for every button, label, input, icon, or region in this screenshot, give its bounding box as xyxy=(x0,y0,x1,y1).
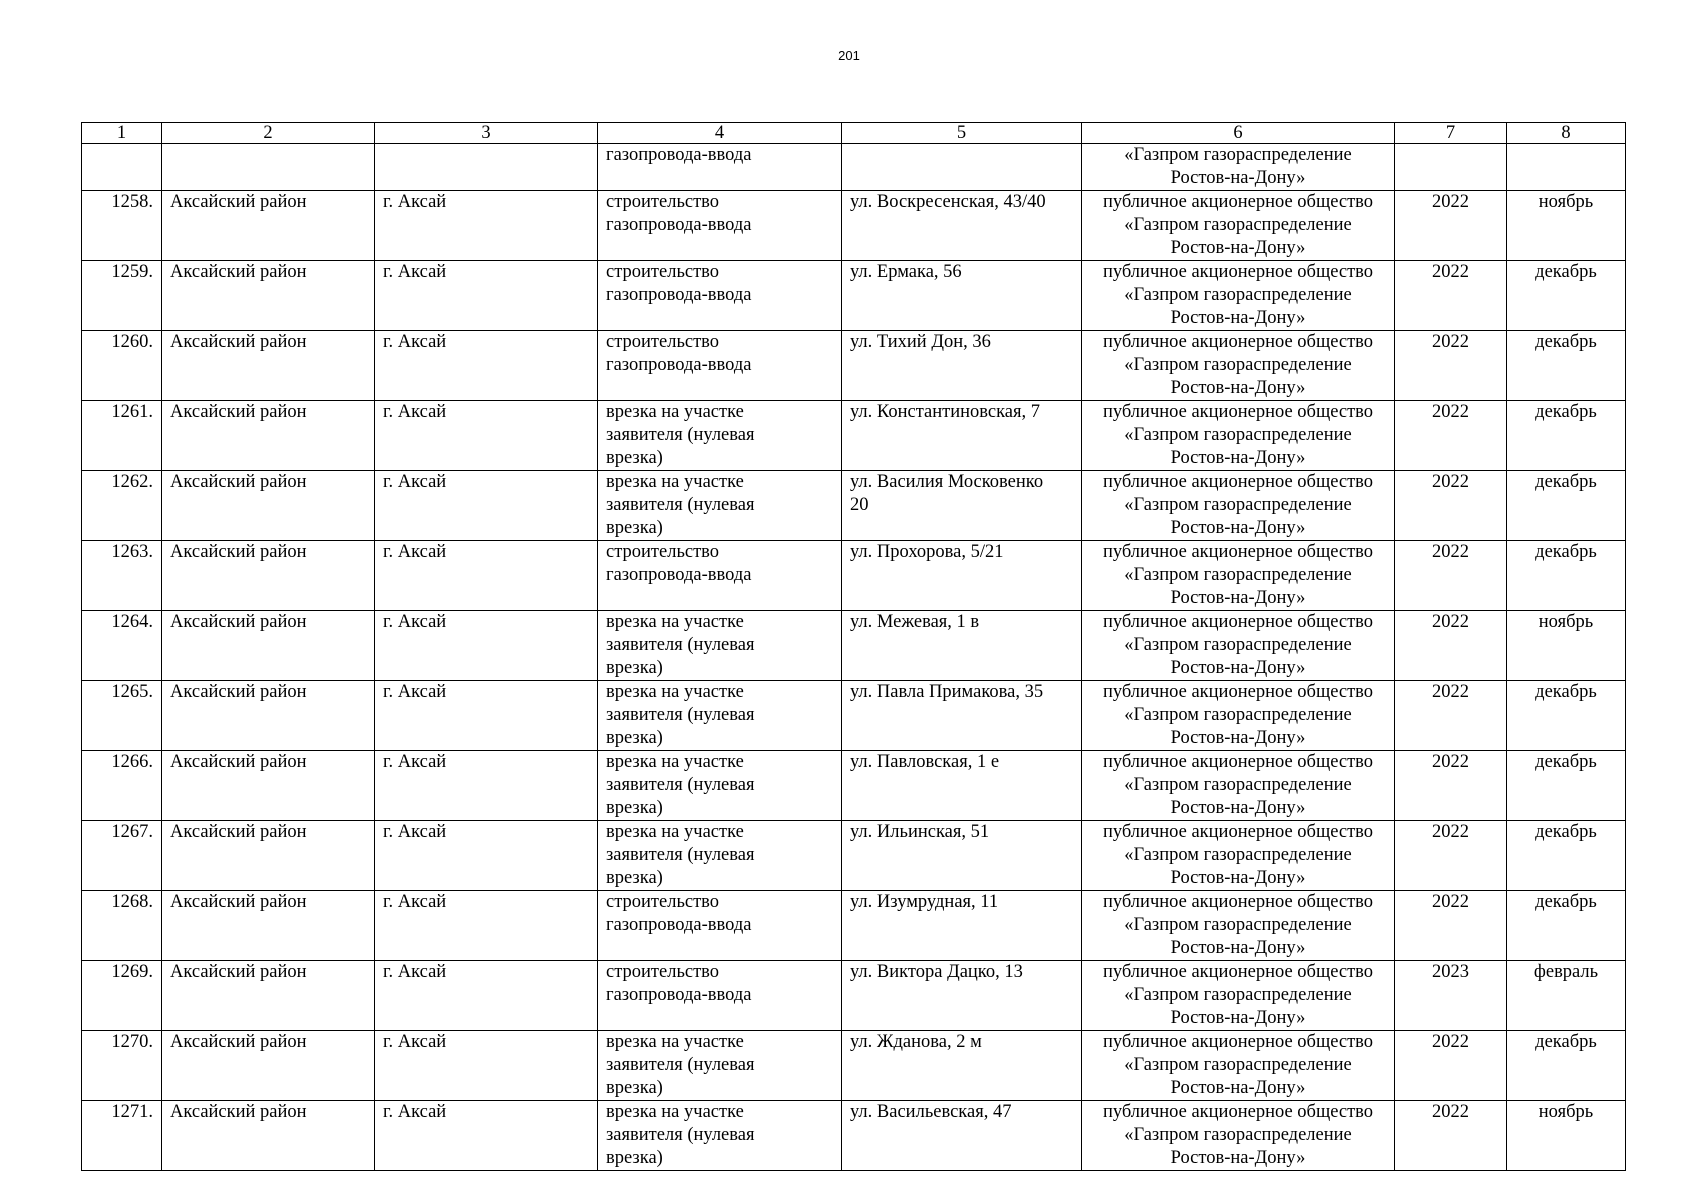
organization-cell xyxy=(1082,331,1395,401)
organization-line: «Газпром газораспределение xyxy=(1124,425,1352,445)
month-cell: декабрь xyxy=(1507,471,1626,541)
row-number: 1265. xyxy=(82,681,162,751)
organization-line: Ростов-на-Дону» xyxy=(1170,448,1306,468)
year-cell: 2022 xyxy=(1395,191,1507,261)
work-type-line: заявителя (нулевая xyxy=(606,495,755,515)
page-number: 201 xyxy=(838,48,860,63)
address-line: ул. Константиновская, 7 xyxy=(850,402,1041,422)
row-number: 1260. xyxy=(82,331,162,401)
district-cell: Аксайский район xyxy=(162,961,375,1031)
address-line: ул. Прохорова, 5/21 xyxy=(850,542,1004,562)
work-type-line: врезка) xyxy=(606,798,663,818)
organization-cell xyxy=(1082,261,1395,331)
organization-cell xyxy=(1082,1101,1395,1171)
work-type-line: врезка на участке xyxy=(606,822,744,842)
organization-line: Ростов-на-Дону» xyxy=(1170,658,1306,678)
year-cell: 2022 xyxy=(1395,1101,1507,1171)
column-header: 1 xyxy=(82,123,162,144)
year-cell: 2022 xyxy=(1395,331,1507,401)
work-type-line: строительство xyxy=(606,262,720,282)
organization-line: «Газпром газораспределение xyxy=(1124,635,1352,655)
work-type-cell xyxy=(598,681,842,751)
work-type-line: газопровода-ввода xyxy=(606,915,752,935)
address-cell xyxy=(842,191,1082,261)
work-type-line: газопровода-ввода xyxy=(606,215,752,235)
district-cell: Аксайский район xyxy=(162,541,375,611)
work-type-cell xyxy=(598,611,842,681)
row-number: 1268. xyxy=(82,891,162,961)
month-cell: ноябрь xyxy=(1507,1101,1626,1171)
work-type-line: строительство xyxy=(606,542,720,562)
organization-line: «Газпром газораспределение xyxy=(1124,355,1352,375)
organization-cell xyxy=(1082,681,1395,751)
address-cell xyxy=(842,144,1082,191)
work-type-line: заявителя (нулевая xyxy=(606,1055,755,1075)
month-cell: декабрь xyxy=(1507,261,1626,331)
locality-cell: г. Аксай xyxy=(375,191,598,261)
organization-line: публичное акционерное общество xyxy=(1102,1032,1374,1052)
organization-line: Ростов-на-Дону» xyxy=(1170,1008,1306,1028)
column-header: 6 xyxy=(1082,123,1395,144)
year-cell: 2022 xyxy=(1395,611,1507,681)
month-cell: декабрь xyxy=(1507,891,1626,961)
locality-cell: г. Аксай xyxy=(375,681,598,751)
month-cell: декабрь xyxy=(1507,541,1626,611)
year-cell xyxy=(1395,144,1507,191)
year-cell: 2022 xyxy=(1395,261,1507,331)
district-cell: Аксайский район xyxy=(162,1101,375,1171)
work-type-line: заявителя (нулевая xyxy=(606,775,755,795)
work-type-line: врезка) xyxy=(606,1148,663,1168)
work-type-line: врезка на участке xyxy=(606,682,744,702)
locality-cell: г. Аксай xyxy=(375,331,598,401)
organization-line: Ростов-на-Дону» xyxy=(1170,798,1306,818)
district-cell: Аксайский район xyxy=(162,261,375,331)
locality-cell: г. Аксай xyxy=(375,261,598,331)
address-line: ул. Жданова, 2 м xyxy=(850,1032,982,1052)
work-type-line: газопровода-ввода xyxy=(606,145,752,165)
address-cell xyxy=(842,821,1082,891)
organization-line: «Газпром газораспределение xyxy=(1124,775,1352,795)
work-type-line: врезка на участке xyxy=(606,1102,744,1122)
locality-cell: г. Аксай xyxy=(375,821,598,891)
organization-line: «Газпром газораспределение xyxy=(1124,565,1352,585)
locality-cell: г. Аксай xyxy=(375,751,598,821)
work-type-cell xyxy=(598,541,842,611)
locality-cell: г. Аксай xyxy=(375,541,598,611)
year-cell: 2022 xyxy=(1395,401,1507,471)
row-number: 1259. xyxy=(82,261,162,331)
work-type-line: строительство xyxy=(606,962,720,982)
month-cell: декабрь xyxy=(1507,751,1626,821)
organization-line: Ростов-на-Дону» xyxy=(1170,378,1306,398)
organization-line: публичное акционерное общество xyxy=(1102,752,1374,772)
year-cell: 2022 xyxy=(1395,681,1507,751)
table-row xyxy=(82,681,1626,751)
column-header: 2 xyxy=(162,123,375,144)
locality-cell xyxy=(375,144,598,191)
organization-cell xyxy=(1082,1031,1395,1101)
column-header: 3 xyxy=(375,123,598,144)
organization-line: Ростов-на-Дону» xyxy=(1170,938,1306,958)
year-cell: 2022 xyxy=(1395,541,1507,611)
table-row xyxy=(82,191,1626,261)
address-line: 20 xyxy=(850,495,869,515)
district-cell: Аксайский район xyxy=(162,471,375,541)
organization-line: «Газпром газораспределение xyxy=(1124,215,1352,235)
organization-line: Ростов-на-Дону» xyxy=(1170,588,1306,608)
organization-line: публичное акционерное общество xyxy=(1102,262,1374,282)
organization-line: публичное акционерное общество xyxy=(1102,542,1374,562)
work-type-line: газопровода-ввода xyxy=(606,285,752,305)
address-cell xyxy=(842,541,1082,611)
address-cell xyxy=(842,681,1082,751)
organization-line: публичное акционерное общество xyxy=(1102,472,1374,492)
column-header: 5 xyxy=(842,123,1082,144)
organization-cell xyxy=(1082,611,1395,681)
work-type-line: врезка на участке xyxy=(606,402,744,422)
table-row xyxy=(82,821,1626,891)
organization-line: «Газпром газораспределение xyxy=(1124,705,1352,725)
organization-line: «Газпром газораспределение xyxy=(1124,845,1352,865)
work-type-line: газопровода-ввода xyxy=(606,565,752,585)
organization-line: публичное акционерное общество xyxy=(1102,822,1374,842)
row-number: 1270. xyxy=(82,1031,162,1101)
organization-line: Ростов-на-Дону» xyxy=(1170,238,1306,258)
address-cell xyxy=(842,1031,1082,1101)
table-row xyxy=(82,891,1626,961)
table-row xyxy=(82,401,1626,471)
locality-cell: г. Аксай xyxy=(375,611,598,681)
row-number: 1264. xyxy=(82,611,162,681)
work-type-cell xyxy=(598,821,842,891)
organization-line: Ростов-на-Дону» xyxy=(1170,868,1306,888)
address-cell xyxy=(842,331,1082,401)
organization-cell xyxy=(1082,751,1395,821)
work-type-cell xyxy=(598,471,842,541)
district-cell xyxy=(162,144,375,191)
organization-cell xyxy=(1082,144,1395,191)
address-cell xyxy=(842,961,1082,1031)
organization-cell xyxy=(1082,891,1395,961)
organization-cell xyxy=(1082,541,1395,611)
work-type-cell xyxy=(598,401,842,471)
work-type-line: врезка на участке xyxy=(606,1032,744,1052)
locality-cell: г. Аксай xyxy=(375,401,598,471)
year-cell: 2023 xyxy=(1395,961,1507,1031)
month-cell: декабрь xyxy=(1507,331,1626,401)
work-type-line: газопровода-ввода xyxy=(606,355,752,375)
work-type-cell xyxy=(598,961,842,1031)
organization-line: «Газпром газораспределение xyxy=(1124,285,1352,305)
row-number: 1267. xyxy=(82,821,162,891)
work-type-line: заявителя (нулевая xyxy=(606,705,755,725)
organization-line: Ростов-на-Дону» xyxy=(1170,518,1306,538)
locality-cell: г. Аксай xyxy=(375,891,598,961)
work-type-cell xyxy=(598,1031,842,1101)
work-type-cell xyxy=(598,144,842,191)
organization-line: публичное акционерное общество xyxy=(1102,892,1374,912)
work-type-cell xyxy=(598,191,842,261)
work-type-line: врезка) xyxy=(606,448,663,468)
row-number: 1258. xyxy=(82,191,162,261)
organization-line: публичное акционерное общество xyxy=(1102,192,1374,212)
address-cell xyxy=(842,611,1082,681)
work-type-line: строительство xyxy=(606,892,720,912)
table-row xyxy=(82,261,1626,331)
organization-line: публичное акционерное общество xyxy=(1102,682,1374,702)
table-row xyxy=(82,1101,1626,1171)
work-type-cell xyxy=(598,261,842,331)
organization-cell xyxy=(1082,471,1395,541)
year-cell: 2022 xyxy=(1395,1031,1507,1101)
address-line: ул. Павловская, 1 е xyxy=(850,752,1000,772)
address-line: ул. Виктора Дацко, 13 xyxy=(850,962,1023,982)
locality-cell: г. Аксай xyxy=(375,961,598,1031)
organization-line: Ростов-на-Дону» xyxy=(1170,728,1306,748)
work-type-line: заявителя (нулевая xyxy=(606,845,755,865)
address-line: ул. Межевая, 1 в xyxy=(850,612,980,632)
address-line: ул. Василия Московенко xyxy=(850,472,1044,492)
organization-cell xyxy=(1082,821,1395,891)
district-cell: Аксайский район xyxy=(162,1031,375,1101)
work-type-line: газопровода-ввода xyxy=(606,985,752,1005)
work-type-cell xyxy=(598,1101,842,1171)
work-type-cell xyxy=(598,751,842,821)
column-number-header xyxy=(82,123,1626,144)
locality-cell: г. Аксай xyxy=(375,1101,598,1171)
district-cell: Аксайский район xyxy=(162,751,375,821)
table-row xyxy=(82,331,1626,401)
month-cell: декабрь xyxy=(1507,1031,1626,1101)
month-cell: ноябрь xyxy=(1507,611,1626,681)
month-cell: декабрь xyxy=(1507,401,1626,471)
address-cell xyxy=(842,1101,1082,1171)
column-header: 4 xyxy=(598,123,842,144)
organization-line: «Газпром газораспределение xyxy=(1124,1055,1352,1075)
table-body xyxy=(82,144,1626,1171)
work-type-cell xyxy=(598,331,842,401)
organization-line: публичное акционерное общество xyxy=(1102,402,1374,422)
work-type-line: врезка на участке xyxy=(606,612,744,632)
district-cell: Аксайский район xyxy=(162,611,375,681)
work-type-line: врезка) xyxy=(606,728,663,748)
address-cell xyxy=(842,751,1082,821)
work-type-line: врезка) xyxy=(606,658,663,678)
locality-cell: г. Аксай xyxy=(375,1031,598,1101)
organization-line: Ростов-на-Дону» xyxy=(1170,1078,1306,1098)
table-row xyxy=(82,471,1626,541)
continuation-row xyxy=(82,144,1626,191)
organization-line: «Газпром газораспределение xyxy=(1124,145,1352,165)
address-line: ул. Ермака, 56 xyxy=(850,262,962,282)
year-cell: 2022 xyxy=(1395,891,1507,961)
table-row xyxy=(82,611,1626,681)
work-type-line: врезка на участке xyxy=(606,472,744,492)
address-line: ул. Павла Примакова, 35 xyxy=(850,682,1044,702)
organization-line: публичное акционерное общество xyxy=(1102,332,1374,352)
organization-line: публичное акционерное общество xyxy=(1102,962,1374,982)
work-type-line: строительство xyxy=(606,332,720,352)
row-number: 1271. xyxy=(82,1101,162,1171)
row-number: 1262. xyxy=(82,471,162,541)
month-cell: декабрь xyxy=(1507,681,1626,751)
address-line: ул. Васильевская, 47 xyxy=(850,1102,1012,1122)
organization-line: «Газпром газораспределение xyxy=(1124,985,1352,1005)
address-cell xyxy=(842,261,1082,331)
district-cell: Аксайский район xyxy=(162,821,375,891)
organization-line: «Газпром газораспределение xyxy=(1124,1125,1352,1145)
district-cell: Аксайский район xyxy=(162,191,375,261)
month-cell: декабрь xyxy=(1507,821,1626,891)
gas-works-table xyxy=(81,122,1626,1171)
work-type-cell xyxy=(598,891,842,961)
table-row xyxy=(82,751,1626,821)
organization-line: «Газпром газораспределение xyxy=(1124,915,1352,935)
year-cell: 2022 xyxy=(1395,821,1507,891)
organization-cell xyxy=(1082,961,1395,1031)
district-cell: Аксайский район xyxy=(162,331,375,401)
organization-line: Ростов-на-Дону» xyxy=(1170,308,1306,328)
year-cell: 2022 xyxy=(1395,751,1507,821)
organization-line: Ростов-на-Дону» xyxy=(1170,1148,1306,1168)
organization-line: публичное акционерное общество xyxy=(1102,612,1374,632)
organization-line: Ростов-на-Дону» xyxy=(1170,168,1306,188)
organization-line: «Газпром газораспределение xyxy=(1124,495,1352,515)
work-type-line: строительство xyxy=(606,192,720,212)
month-cell xyxy=(1507,144,1626,191)
row-number: 1263. xyxy=(82,541,162,611)
column-header: 8 xyxy=(1507,123,1626,144)
district-cell: Аксайский район xyxy=(162,891,375,961)
locality-cell: г. Аксай xyxy=(375,471,598,541)
address-line: ул. Тихий Дон, 36 xyxy=(850,332,991,352)
table-row xyxy=(82,541,1626,611)
row-number xyxy=(82,144,162,191)
work-type-line: заявителя (нулевая xyxy=(606,425,755,445)
organization-cell xyxy=(1082,401,1395,471)
month-cell: февраль xyxy=(1507,961,1626,1031)
address-line: ул. Ильинская, 51 xyxy=(850,822,990,842)
row-number: 1269. xyxy=(82,961,162,1031)
table-row xyxy=(82,1031,1626,1101)
address-cell xyxy=(842,401,1082,471)
organization-cell xyxy=(1082,191,1395,261)
month-cell: ноябрь xyxy=(1507,191,1626,261)
address-line: ул. Воскресенская, 43/40 xyxy=(850,192,1046,212)
work-type-line: врезка) xyxy=(606,868,663,888)
work-type-line: врезка) xyxy=(606,1078,663,1098)
district-cell: Аксайский район xyxy=(162,681,375,751)
work-type-line: заявителя (нулевая xyxy=(606,635,755,655)
row-number: 1261. xyxy=(82,401,162,471)
organization-line: публичное акционерное общество xyxy=(1102,1102,1374,1122)
year-cell: 2022 xyxy=(1395,471,1507,541)
address-cell xyxy=(842,471,1082,541)
table-row xyxy=(82,961,1626,1031)
address-line: ул. Изумрудная, 11 xyxy=(850,892,999,912)
address-cell xyxy=(842,891,1082,961)
work-type-line: врезка) xyxy=(606,518,663,538)
column-header: 7 xyxy=(1395,123,1507,144)
row-number: 1266. xyxy=(82,751,162,821)
district-cell: Аксайский район xyxy=(162,401,375,471)
work-type-line: заявителя (нулевая xyxy=(606,1125,755,1145)
work-type-line: врезка на участке xyxy=(606,752,744,772)
